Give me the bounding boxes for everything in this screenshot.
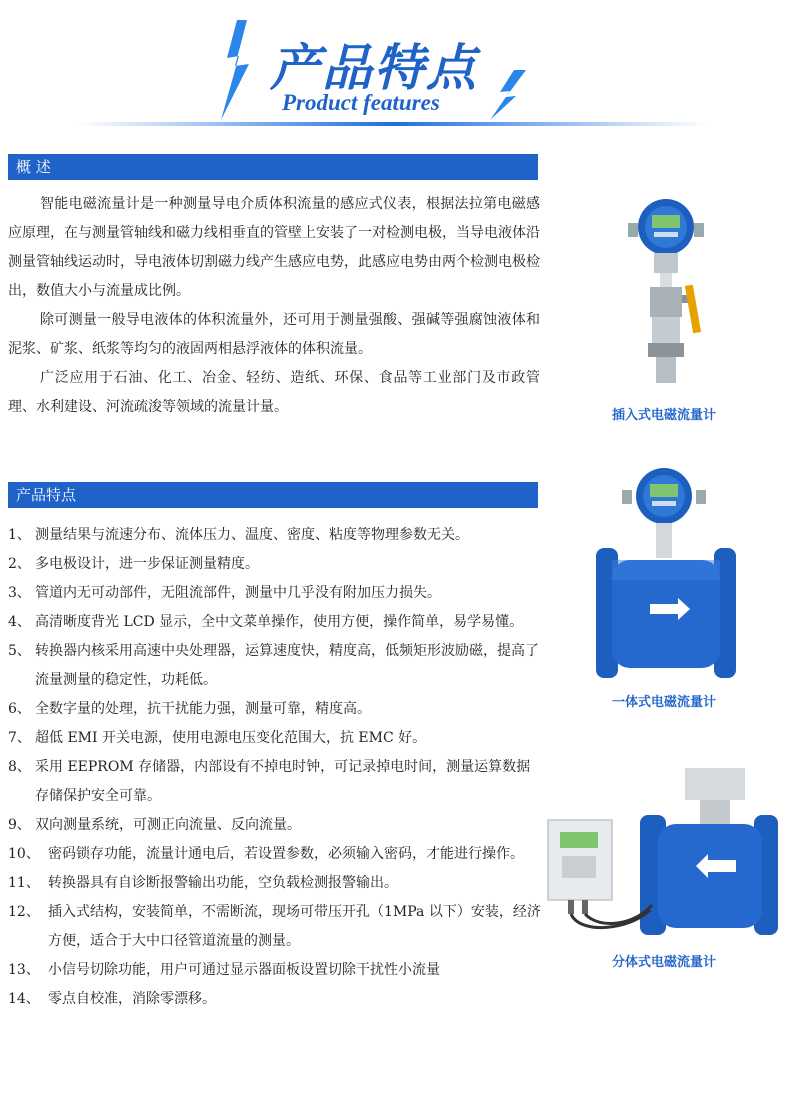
item-number: 2、 xyxy=(8,556,31,572)
item-number: 3、 xyxy=(8,585,31,601)
item-number: 8、 xyxy=(8,759,31,775)
item-text: 采用 EEPROM 存储器，内部设有不掉电时钟，可记录掉电时间，测量运算数据存储保护安全可靠。 xyxy=(35,759,531,804)
item-text: 测量结果与流速分布、流体压力、温度、密度、粘度等物理参数无关。 xyxy=(35,527,469,543)
header-divider xyxy=(78,122,708,126)
list-item xyxy=(8,811,548,840)
item-text: 超低 EMI 开关电源，使用电源电压变化范围大，抗 EMC 好。 xyxy=(35,730,427,746)
item-text: 插入式结构，安装简单，不需断流，现场可带压开孔（1MPa 以下）安装，经济方便，适合于大中口径管道流量的测量。 xyxy=(48,904,541,949)
overview-heading: 概 述 xyxy=(8,154,538,180)
product-caption-insertion: 插入式电磁流量计 xyxy=(612,408,717,423)
item-number: 13、 xyxy=(8,962,40,978)
list-item xyxy=(8,956,548,985)
overview-paragraph-1: 智能电磁流量计是一种测量导电介质体积流量的感应式仪表，根据法拉第电磁感应原理，在与测量管轴线和磁力线相垂直的管壁上安装了一对检测电极，当导电液体沿测量管轴线运动时，导电液体切割磁力线产生感应电势，此感应电势由两个检测电极检出，数值大小与流量成比例。 xyxy=(8,196,540,299)
item-text: 全数字量的处理，抗干扰能力强，测量可靠，精度高。 xyxy=(35,701,371,717)
item-text: 转换器具有自诊断报警输出功能，空负载检测报警输出。 xyxy=(48,875,398,891)
overview-text xyxy=(8,190,540,422)
list-item xyxy=(8,985,548,1014)
item-number: 9、 xyxy=(8,817,31,833)
item-text: 双向测量系统，可测正向流量、反向流量。 xyxy=(35,817,301,833)
list-item xyxy=(8,550,548,579)
item-number: 14、 xyxy=(8,991,40,1007)
list-item xyxy=(8,637,548,695)
page-subtitle: Product features xyxy=(282,90,440,115)
list-item xyxy=(8,840,538,869)
list-item xyxy=(8,521,548,550)
item-text: 转换器内核采用高速中央处理器，运算速度快，精度高，低频矩形波励磁，提高了流量测量的稳定性，功耗低。 xyxy=(35,643,539,688)
item-number: 1、 xyxy=(8,527,31,543)
overview-paragraph-3: 广泛应用于石油、化工、冶金、轻纺、造纸、环保、食品等工业部门及市政管理、水利建设、河流疏浚等领域的流量计量。 xyxy=(8,370,540,415)
item-text: 管道内无可动部件，无阻流部件，测量中几乎没有附加压力损失。 xyxy=(35,585,441,601)
item-number: 5、 xyxy=(8,643,31,659)
product-caption-split: 分体式电磁流量计 xyxy=(612,955,717,970)
product-caption-integrated: 一体式电磁流量计 xyxy=(612,695,717,710)
list-item xyxy=(8,579,548,608)
features-heading: 产品特点 xyxy=(8,482,538,508)
features-list xyxy=(8,521,548,1014)
item-number: 6、 xyxy=(8,701,31,717)
item-number: 12、 xyxy=(8,904,40,920)
page-title: 产品特点 xyxy=(270,39,478,97)
header xyxy=(0,0,790,135)
lightning-bolt-left-icon xyxy=(215,20,260,120)
item-text: 零点自校准，消除零漂移。 xyxy=(48,991,216,1007)
overview-paragraph-2: 除可测量一般导电液体的体积流量外，还可用于测量强酸、强碱等强腐蚀液体和泥浆、矿浆、纸浆等均匀的液固两相悬浮液体的体积流量。 xyxy=(8,312,540,357)
list-item xyxy=(8,608,535,637)
item-number: 11、 xyxy=(8,875,40,891)
item-text: 多电极设计，进一步保证测量精度。 xyxy=(35,556,259,572)
lightning-bolt-right-icon xyxy=(480,70,530,120)
list-item xyxy=(8,724,548,753)
item-number: 7、 xyxy=(8,730,31,746)
product-image-integrated xyxy=(592,468,740,683)
item-text: 小信号切除功能，用户可通过显示器面板设置切除干扰性小流量 xyxy=(48,962,440,978)
list-item xyxy=(8,753,535,811)
product-image-split xyxy=(540,760,780,940)
list-item xyxy=(8,898,548,956)
list-item xyxy=(8,695,548,724)
product-image-insertion xyxy=(590,195,740,395)
item-number: 4、 xyxy=(8,614,31,630)
item-text: 密码锁存功能，流量计通电后，若设置参数，必须输入密码，才能进行操作。 xyxy=(48,846,524,862)
list-item xyxy=(8,869,548,898)
item-text: 高清晰度背光 LCD 显示，全中文菜单操作，使用方便，操作简单，易学易懂。 xyxy=(35,614,524,630)
item-number: 10、 xyxy=(8,846,40,862)
